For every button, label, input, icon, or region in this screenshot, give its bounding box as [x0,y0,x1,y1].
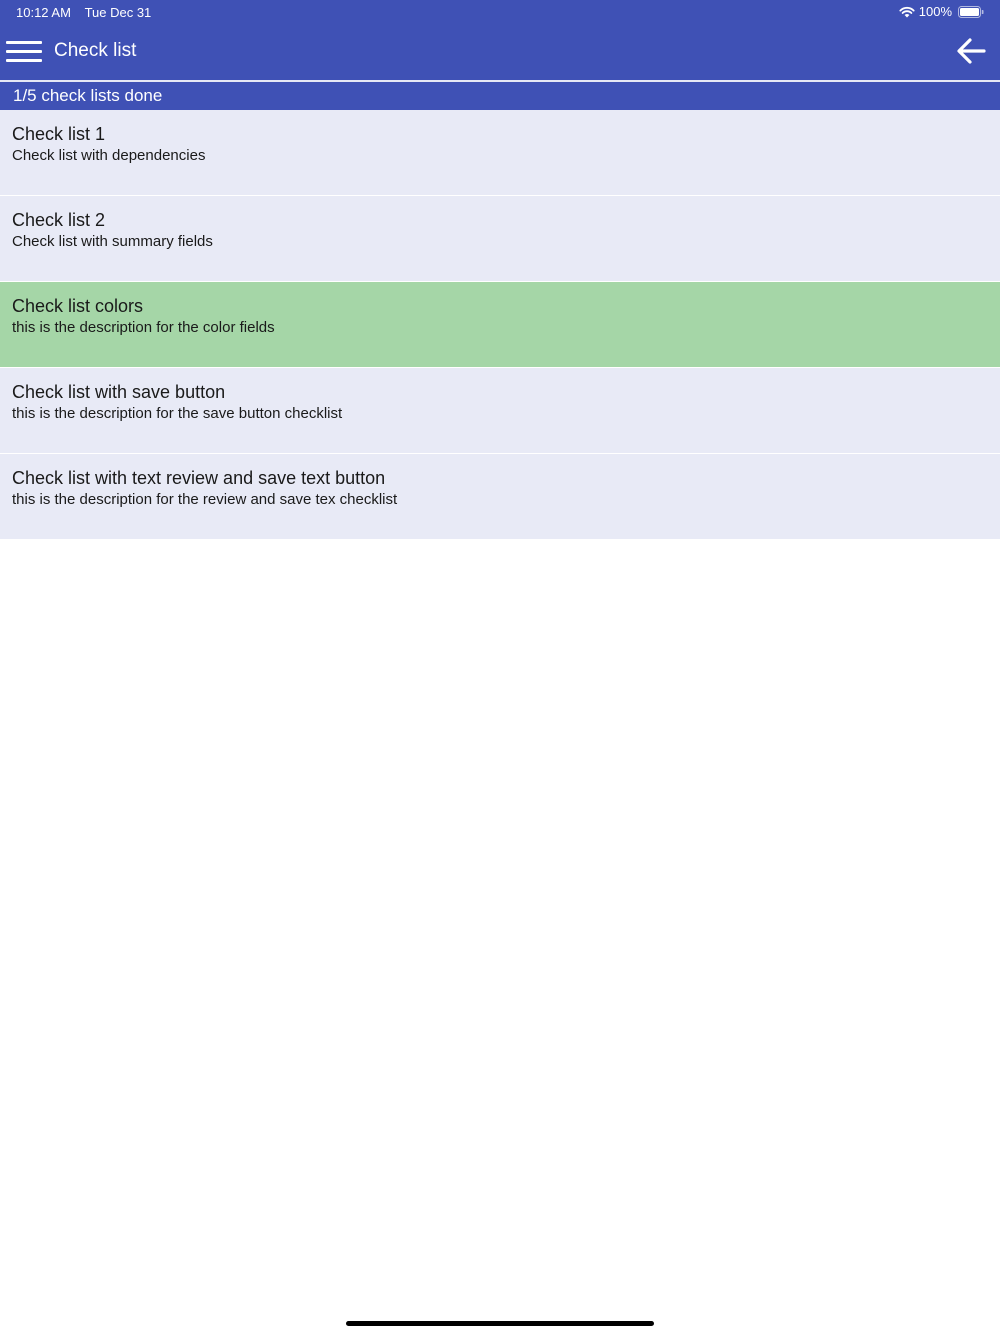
top-bar [0,0,1000,80]
status-date: Tue Dec 31 [84,5,152,20]
checklist-item-2[interactable] [0,196,1000,282]
checklist-item-1[interactable] [0,110,1000,196]
checklist-description: this is the description for the save button checklist [12,405,343,422]
battery-icon [958,6,984,18]
battery-percentage: 100% [918,4,952,19]
checklist-item-text-review[interactable] [0,454,1000,540]
checklist-title: Check list 1 [12,124,106,144]
checklist-description: this is the description for the review and save tex checklist [12,491,398,508]
checklist-description: Check list with summary fields [12,233,213,250]
menu-icon[interactable] [6,38,42,66]
checklist-item-save-button[interactable] [0,368,1000,454]
status-indicators [899,4,984,19]
progress-label: 1/5 check lists done [13,86,163,105]
app-bar [0,24,1000,80]
checklist-description: this is the description for the color fields [12,319,275,336]
checklist-list [0,110,1000,540]
status-bar [0,0,1000,24]
checklist-title: Check list 2 [12,210,106,230]
checklist-title: Check list with text review and save text button [12,468,386,488]
page-title: Check list [54,40,137,61]
checklist-item-colors[interactable] [0,282,1000,368]
status-time-date [16,5,151,20]
status-time: 10:12 AM [16,5,71,20]
checklist-title: Check list with save button [12,382,226,402]
checklist-description: Check list with dependencies [12,147,206,164]
progress-summary [0,82,1000,110]
arrow-left-icon[interactable] [956,36,986,66]
checklist-title: Check list colors [12,296,144,316]
wifi-icon [899,6,915,18]
home-indicator[interactable] [346,1321,654,1326]
